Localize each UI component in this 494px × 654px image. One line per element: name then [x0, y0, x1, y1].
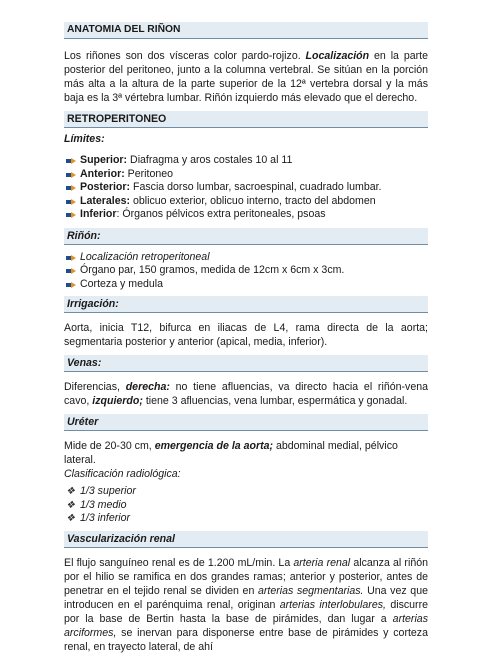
list-item: Anterior: Peritoneo [64, 168, 428, 182]
document-page [64, 22, 428, 654]
list-item: ❖ 1/3 inferior [66, 512, 131, 524]
limites-subtitle: Límites: [64, 133, 105, 145]
section-header-rinon: Riñón: [64, 228, 428, 245]
list-item: Corteza y medula [64, 278, 428, 292]
vascularizacion-paragraph: El flujo sanguíneo renal es de 1.200 mL/min. La arteria renal alcanza al riñón por el hilio se ramifica en dos grandes ramas; anterior y posterior, antes de penetrar en el tejido renal se dividen en arterias segmentarias. Una vez que introducen en el parénquima renal, originan arterias interlobulares, discurre por la base de Bertin hasta la base de pirámides, dan lugar a arterias arciformes, se inervan para disponerse entre base de pirámides y corteza renal, en trayecto lateral, de ahí [64, 556, 428, 653]
section-header-vascularizacion: Vascularización renal [64, 531, 428, 548]
limites-list [64, 154, 428, 222]
clasificacion-list [64, 485, 428, 526]
irrigacion-paragraph: Aorta, inicia T12, bifurca en iliacas de L4, rama directa de la aorta; segmentaria posterior y anterior (apical, media, inferior). [64, 322, 428, 348]
section-header-ureter: Uréter [64, 414, 428, 431]
hand-pointer-icon [66, 157, 76, 165]
rinon-list [64, 251, 428, 292]
hand-pointer-icon [66, 211, 76, 219]
intro-localizacion: Localización [305, 50, 370, 62]
hand-pointer-icon [66, 254, 76, 262]
section-header-irrigacion: Irrigación: [64, 296, 428, 313]
diamond-bullet-icon: ❖ [66, 513, 75, 524]
list-item: Laterales: oblicuo exterior, oblicuo interno, tracto del abdomen [64, 195, 428, 209]
list-item: Superior: Diafragma y aros costales 10 al 11 [64, 154, 428, 168]
section-header-anatomia: ANATOMIA DEL RIÑON [64, 22, 428, 39]
diamond-bullet-icon: ❖ [66, 486, 75, 497]
hand-pointer-icon [66, 267, 76, 275]
list-item: Órgano par, 150 gramos, medida de 12cm x 6cm x 3cm. [64, 264, 428, 278]
diamond-bullet-icon: ❖ [66, 499, 75, 511]
intro-paragraph [64, 49, 428, 105]
list-item: Posterior: Fascia dorso lumbar, sacroespinal, cuadrado lumbar. [64, 181, 428, 195]
list-item: ❖ 1/3 superior [66, 485, 136, 497]
clasificacion-label: Clasificación radiológica: [64, 468, 181, 480]
hand-pointer-icon [66, 184, 76, 192]
intro-text-a: Los riñones son dos vísceras color pardo-rojizo. [64, 50, 306, 62]
hand-pointer-icon [66, 281, 76, 289]
list-item: Localización retroperitoneal [64, 251, 428, 265]
hand-pointer-icon [66, 198, 76, 206]
venas-paragraph: Diferencias, derecha: no tiene afluencias, va directo hacia el riñón-vena cavo, izquierdo; tiene 3 afluencias, vena lumbar, espermática y gonadal. [64, 381, 428, 407]
section-header-retroperitoneo: RETROPERITONEO [64, 111, 428, 128]
list-item: Inferior: Órganos pélvicos extra peritoneales, psoas [64, 208, 428, 222]
section-header-venas: Venas: [64, 355, 428, 372]
ureter-paragraph: Mide de 20-30 cm, emergencia de la aorta; abdominal medial, pélvico lateral. [64, 440, 398, 466]
hand-pointer-icon [66, 171, 76, 179]
list-item: ❖ 1/3 medio [66, 498, 127, 511]
intro-text-c: en la parte posterior del peritoneo, junto a la columna vertebral. Se sitúan en la porción más alta a la altura de la parte superior de la 12ª vertebra dorsal y la más baja es la 3ª vértebra lumbar. Riñón izquierdo más elevado que el derecho. [64, 50, 428, 104]
